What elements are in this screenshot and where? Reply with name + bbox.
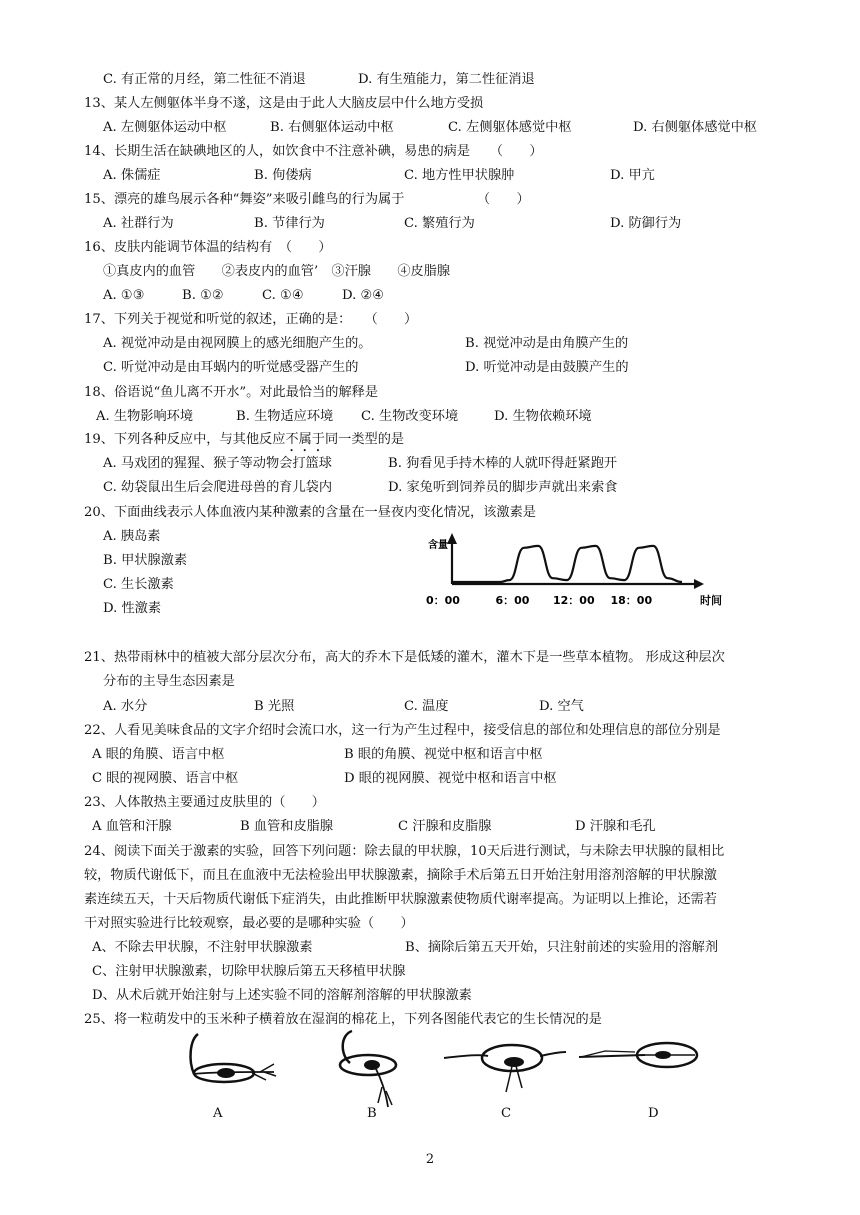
x-tick-label: 12：00 [553,594,595,607]
q13-stem: 13、某人左侧躯体半身不遂，这是由于此人大脑皮层中什么地方受损 [84,96,484,111]
q22-option-b: B 眼的角膜、视觉中枢和语言中枢 [344,747,543,762]
q21-option-c: C. 温度 [404,699,449,714]
q13-option-b: B. 右侧躯体运动中枢 [270,120,394,135]
q20-option-a: A. 胰岛素 [103,529,161,544]
q25-stem: 25、将一粒萌发中的玉米种子横着放在湿润的棉花上，下列各图能代表它的生长情况的是 [84,1012,602,1027]
q19-option-d: D. 家兔听到饲养员的脚步声就出来索食 [388,480,618,495]
q19-stem-emphasis: 不属于 [285,432,325,447]
q16-option-d: D. ②④ [342,288,385,303]
q15-option-c: C. 繁殖行为 [404,216,475,231]
q21-option-b: B 光照 [254,699,295,714]
q16-option-b: B. ①② [182,288,224,303]
q24-stem-line2: 较，物质代谢低下，而且在血液中无法检验出甲状腺激素，摘除手术后第五日开始注射用溶剂溶解的甲状腺激 [84,868,717,883]
q19-stem-start: 19、下列各种反应中，与其他反应 [84,432,286,447]
q15-option-d: D. 防御行为 [610,216,682,231]
q17-option-b: B. 视觉冲动是由角膜产生的 [465,336,629,351]
q22-option-d: D 眼的视网膜、视觉中枢和语言中枢 [344,771,557,786]
q13-option-c: C. 左侧躯体感觉中枢 [448,120,572,135]
q13-option-a: A. 左侧躯体运动中枢 [103,120,227,135]
q17-option-a: A. 视觉冲动是由视网膜上的感光细胞产生的。 [103,336,372,351]
seedling-figure-a [182,1030,282,1100]
q16-option-a: A. ①③ [103,288,145,303]
q22-option-c: C 眼的视网膜、语言中枢 [92,771,239,786]
q21-stem-line2: 分布的主导生态因素是 [103,674,235,689]
q24-option-b: B、摘除后第五天开始，只注射前述的实验用的溶解剂 [405,940,719,955]
q23-option-a: A 血管和汗腺 [92,819,172,834]
q19-option-c: C. 幼袋鼠出生后会爬进母兽的育儿袋内 [103,480,333,495]
figure-label-b: B [367,1106,377,1121]
q18-option-a: A. 生物影响环境 [96,409,194,424]
q21-stem-line1: 21、热带雨林中的植被大部分层次分布，高大的乔木下是低矮的灌木，灌木下是一些草本植物。 形成这种层次 [84,650,725,665]
q18-option-b: B. 生物适应环境 [236,409,334,424]
q24-option-d: D、从术后就开始注射与上述实验不同的溶解剂溶解的甲状腺激素 [92,988,472,1003]
q23-option-c: C 汗腺和皮脂腺 [398,819,492,834]
q14-option-b: B. 佝偻病 [254,168,312,183]
figure-label-c: C [501,1106,512,1121]
q15-stem: 15、漂亮的雄鸟展示各种“舞姿”来吸引雌鸟的行为属于 （ ） [84,192,530,207]
q16-items: ①真皮内的血管 ②表皮内的血管’ ③汗腺 ④皮脂腺 [103,264,451,279]
q14-stem: 14、长期生活在缺碘地区的人，如饮食中不注意补碘，易患的病是 （ ） [84,144,543,159]
q19-option-a: A. 马戏团的猩猩、猴子等动物会打篮球 [103,456,332,471]
q14-option-a: A. 侏儒症 [103,168,161,183]
q24-stem-line3: 素连续五天，十天后物质代谢低下症消失，由此推断甲状腺激素使物质代谢率提高。为证明以上推论，还需若 [84,892,717,907]
x-axis-arrow [694,579,704,589]
q19-option-b: B. 狗看见手持木棒的人就吓得赶紧跑开 [388,456,618,471]
q18-option-c: C. 生物改变环境 [361,409,459,424]
q16-option-c: C. ①④ [262,288,304,303]
q21-option-d: D. 空气 [539,699,584,714]
q13-option-d: D. 右侧躯体感觉中枢 [633,120,757,135]
q15-option-b: B. 节律行为 [254,216,325,231]
q12-option-d: D. 有生殖能力，第二性征消退 [358,72,535,87]
hormone-series-line [452,546,682,582]
q23-stem: 23、人体散热主要通过皮肤里的（ ） [84,795,325,810]
q15-option-a: A. 社群行为 [103,216,174,231]
x-tick-label: 6：00 [495,594,530,607]
page-number: 2 [425,1152,435,1167]
q18-stem: 18、俗语说“鱼儿离不开水”。对此最恰当的解释是 [84,385,379,400]
q19-stem [84,430,404,455]
q19-stem-end: 同一类型的是 [324,432,405,447]
seedling-figure-c [440,1030,570,1100]
q24-option-c: C、注射甲状腺激素，切除甲状腺后第五天移植甲状腺 [92,964,406,979]
q14-option-d: D. 甲亢 [610,168,655,183]
q17-option-c: C. 听觉冲动是由耳蜗内的听觉感受器产生的 [103,360,359,375]
hormone-level-chart [420,530,740,610]
q23-option-b: B 血管和皮脂腺 [240,819,334,834]
q24-stem-line4: 干对照实验进行比较观察，最必要的是哪种实验（ ） [84,916,414,931]
q22-stem: 22、人看见美味食品的文字介绍时会流口水，这一行为产生过程中，接受信息的部位和处理信息的部位分别是 [84,723,721,738]
x-tick-label: 0：00 [426,594,460,607]
q18-option-d: D. 生物依赖环境 [494,409,592,424]
x-tick-labels [426,594,652,607]
q20-option-d: D. 性激素 [103,601,162,616]
q20-option-b: B. 甲状腺激素 [103,553,188,568]
q12-option-c: C. 有正常的月经，第二性征不消退 [103,72,306,87]
q14-option-c: C. 地方性甲状腺肿 [404,168,515,183]
q22-option-a: A 眼的角膜、语言中枢 [92,747,225,762]
q16-stem: 16、皮肤内能调节体温的结构有 （ ） [84,240,332,255]
q24-option-a: A、不除去甲状腺，不注射甲状腺激素 [92,940,313,955]
q17-stem: 17、下列关于视觉和听觉的叙述，正确的是： （ ） [84,312,418,327]
seedling-figure-d [575,1035,705,1085]
x-axis-label: 时间 [700,594,722,607]
x-tick-label: 18：00 [610,594,653,607]
q20-stem: 20、下面曲线表示人体血液内某种激素的含量在一昼夜内变化情况，该激素是 [84,505,536,520]
seedling-figure-b [330,1025,410,1110]
figure-label-a: A [213,1106,223,1121]
y-axis-arrow [447,533,457,544]
q23-option-d: D 汗腺和毛孔 [575,819,656,834]
q17-option-d: D. 听觉冲动是由鼓膜产生的 [465,360,629,375]
q21-option-a: A. 水分 [103,699,148,714]
q24-stem-line1: 24、阅读下面关于激素的实验，回答下列问题：除去鼠的甲状腺，10天后进行测试，与未除去甲状腺的鼠相比 [84,844,725,859]
q20-option-c: C. 生长激素 [103,577,174,592]
y-axis-label: 含量 [428,540,448,551]
figure-label-d: D [648,1106,659,1121]
